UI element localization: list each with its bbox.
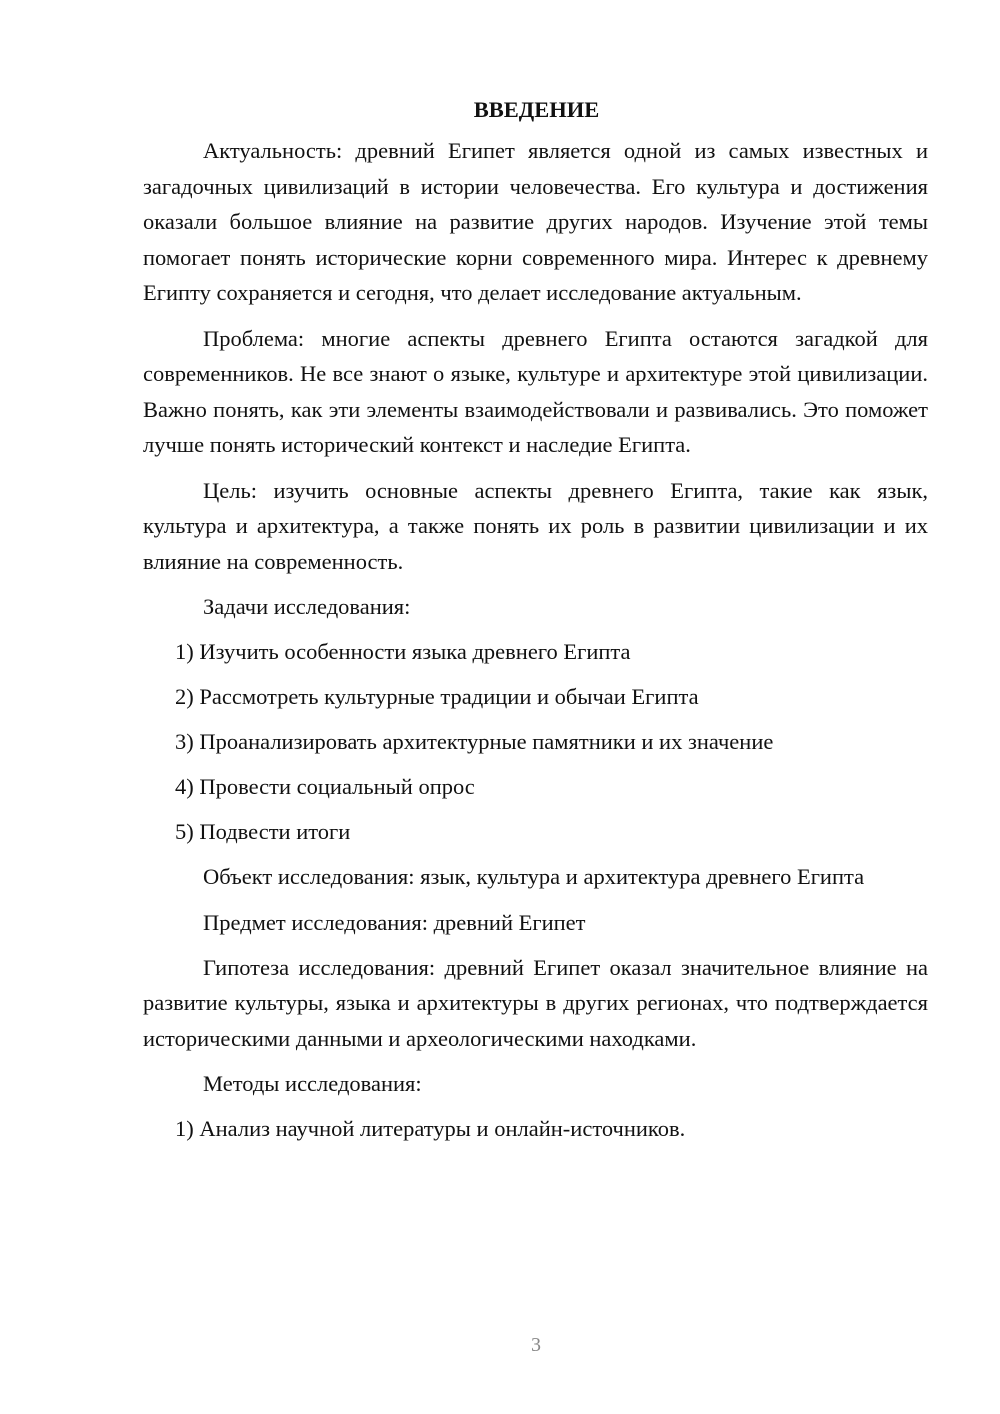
relevance-paragraph: Актуальность: древний Египет является одной из самых известных и загадочных цивилизаций в истории человечества. Его культура и достижения оказали большое влияние на развитие других народов. Изучение этой темы помогает понять исторические корни современного мира. Интерес к древнему Египту сохраняется и сегодня, что делает исследование актуальным.: [143, 138, 928, 305]
hypothesis-paragraph: Гипотеза исследования: древний Египет оказал значительное влияние на развитие культуры, языка и архитектуры в других регионах, что подтверждается историческими данными и археологическими находками.: [143, 954, 928, 1051]
task-item: 5) Подвести итоги: [175, 819, 351, 844]
task-item: 4) Провести социальный опрос: [175, 774, 475, 799]
method-item: 1) Анализ научной литературы и онлайн-источников.: [175, 1116, 686, 1141]
task-item: 2) Рассмотреть культурные традиции и обычаи Египта: [175, 684, 699, 709]
methods-list: [143, 1111, 928, 1146]
methods-heading: Методы исследования:: [203, 1071, 422, 1096]
page-number: 3: [531, 1334, 541, 1356]
page-title: ВВЕДЕНИЕ: [473, 97, 600, 122]
page-content: [143, 95, 928, 1156]
subject-paragraph: Предмет исследования: древний Египет: [203, 909, 586, 935]
problem-paragraph: Проблема: многие аспекты древнего Египта остаются загадкой для современников. Не все знают о языке, культуре и архитектуре этой цивилизации. Важно понять, как эти элементы взаимодействовали и развивались. Это поможет лучше понять исторический контекст и наследие Египта.: [143, 325, 928, 457]
goal-paragraph: Цель: изучить основные аспекты древнего Египта, такие как язык, культура и архитектура, а также понять их роль в развитии цивилизации и их влияние на современность.: [143, 477, 928, 574]
object-paragraph: Объект исследования: язык, культура и архитектура древнего Египта: [203, 864, 865, 889]
task-item: 3) Проанализировать архитектурные памятники и их значение: [175, 729, 774, 754]
task-item: 1) Изучить особенности языка древнего Египта: [175, 639, 631, 664]
tasks-list: [143, 634, 928, 849]
tasks-heading: Задачи исследования:: [203, 594, 411, 619]
